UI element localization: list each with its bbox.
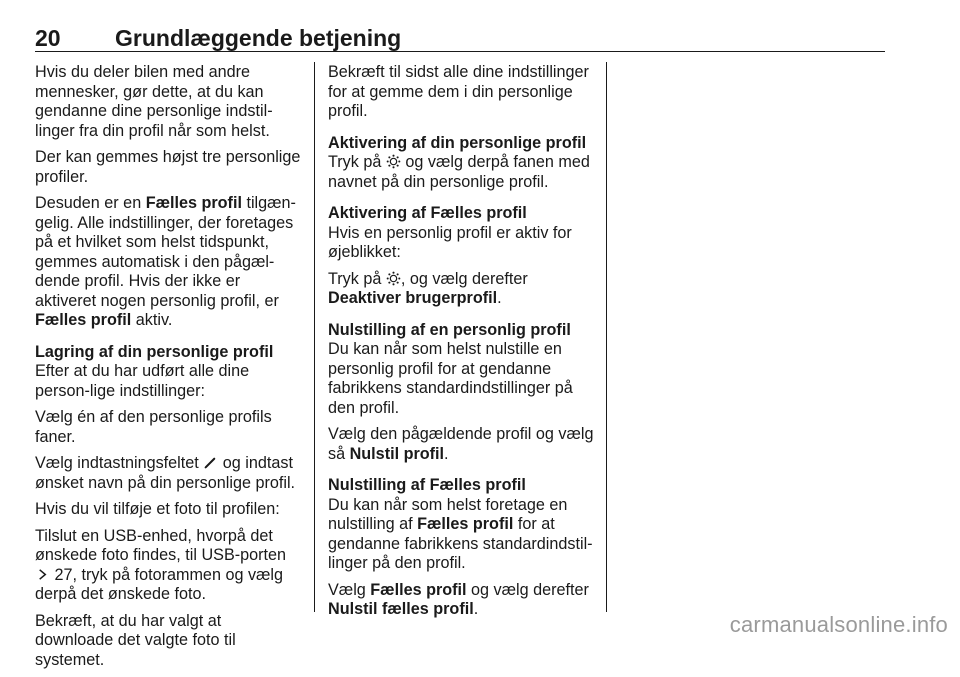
paragraph: Du kan når som helst nulstille en personlig profil for at gendanne fabrikkens standardindstillinger på den profil. [328, 340, 573, 417]
watermark: carmanualsonline.info [729, 612, 948, 637]
paragraph: Tryk på , og vælg derefter Deaktiver brugerprofil. [328, 269, 528, 307]
paragraph: Desuden er en Fælles profil tilgæn-gelig. Alle indstillinger, der foretages på et hvilket som helst tidspunkt, gemmes automatisk i den pågæl-dende profil. Hvis der ikke er aktiveret nogen personlig profil, er Fælles profil aktiv. [35, 194, 296, 329]
term-nulstil-faelles-profil: Nulstil fælles profil [328, 600, 474, 618]
term-deaktiver-brugerprofil: Deaktiver brugerprofil [328, 289, 498, 307]
chapter-title: Grundlæggende betjening [115, 25, 402, 51]
page-number: 20 [35, 25, 61, 51]
page-reference-arrow-icon [35, 567, 50, 582]
paragraph: Vælg Fælles profil og vælg derefter Nulstil fælles profil. [328, 580, 589, 618]
section-heading-lagring: Lagring af din personlige profil [35, 342, 274, 361]
term-nulstil-profil: Nulstil profil [349, 444, 445, 463]
paragraph: Vælg indtastningsfeltet og indtast ønsket navn på din personlige profil. [35, 454, 296, 492]
paragraph: Du kan når som helst foretage en nulstilling af Fælles profil for at gendanne fabrikkens standardindstil-linger på den profil. [328, 495, 593, 572]
paragraph: Vælg én af den personlige profils faner. [35, 408, 272, 446]
paragraph: Vælg den pågældende profil og vælg så Nulstil profil. [328, 425, 594, 463]
paragraph: Hvis du deler bilen med andre mennesker, gør dette, at du kan gendanne dine personlige indstil-linger fra din profil når som helst. [35, 63, 273, 140]
text-column-2 [328, 63, 596, 627]
term-faelles-profil: Fælles profil [370, 580, 467, 599]
paragraph: Bekræft, at du har valgt at downloade det valgte foto til systemet. [35, 611, 236, 669]
term-faelles-profil: Fælles profil [35, 311, 132, 329]
paragraph: Tryk på og vælg derpå fanen med navnet på din personlige profil. [328, 153, 590, 191]
settings-sun-icon [386, 271, 401, 286]
paragraph: Hvis du vil tilføje et foto til profilen: [35, 500, 280, 518]
section-heading-aktivering-personlig: Aktivering af din personlige profil [328, 133, 587, 152]
paragraph: Hvis en personlig profil er aktiv for øjeblikket: [328, 223, 572, 261]
paragraph: Bekræft til sidst alle dine indstillinger for at gemme dem i din personlige profil. [328, 63, 589, 120]
section-heading-aktivering-faelles: Aktivering af Fælles profil [328, 204, 527, 222]
pencil-icon [203, 455, 218, 470]
term-faelles-profil: Fælles profil [145, 194, 242, 212]
header-rule [35, 51, 885, 52]
paragraph: Tilslut en USB-enhed, hvorpå det ønskede foto findes, til USB-porten 27, tryk på fotorammen og vælg derpå det ønskede foto. [35, 526, 287, 603]
paragraph: Der kan gemmes højst tre personlige profiler. [35, 148, 301, 186]
paragraph: Efter at du har udført alle dine person-lige indstillinger: [35, 362, 250, 400]
term-faelles-profil: Fælles profil [417, 515, 514, 533]
page-header [35, 25, 885, 51]
section-heading-nulstil-faelles: Nulstilling af Fælles profil [328, 476, 526, 494]
section-heading-nulstil-personlig: Nulstilling af en personlig profil [328, 320, 571, 339]
settings-sun-icon [386, 154, 401, 169]
column-divider-right [606, 62, 607, 612]
column-divider-left [314, 62, 315, 612]
text-column-1 [35, 63, 303, 677]
